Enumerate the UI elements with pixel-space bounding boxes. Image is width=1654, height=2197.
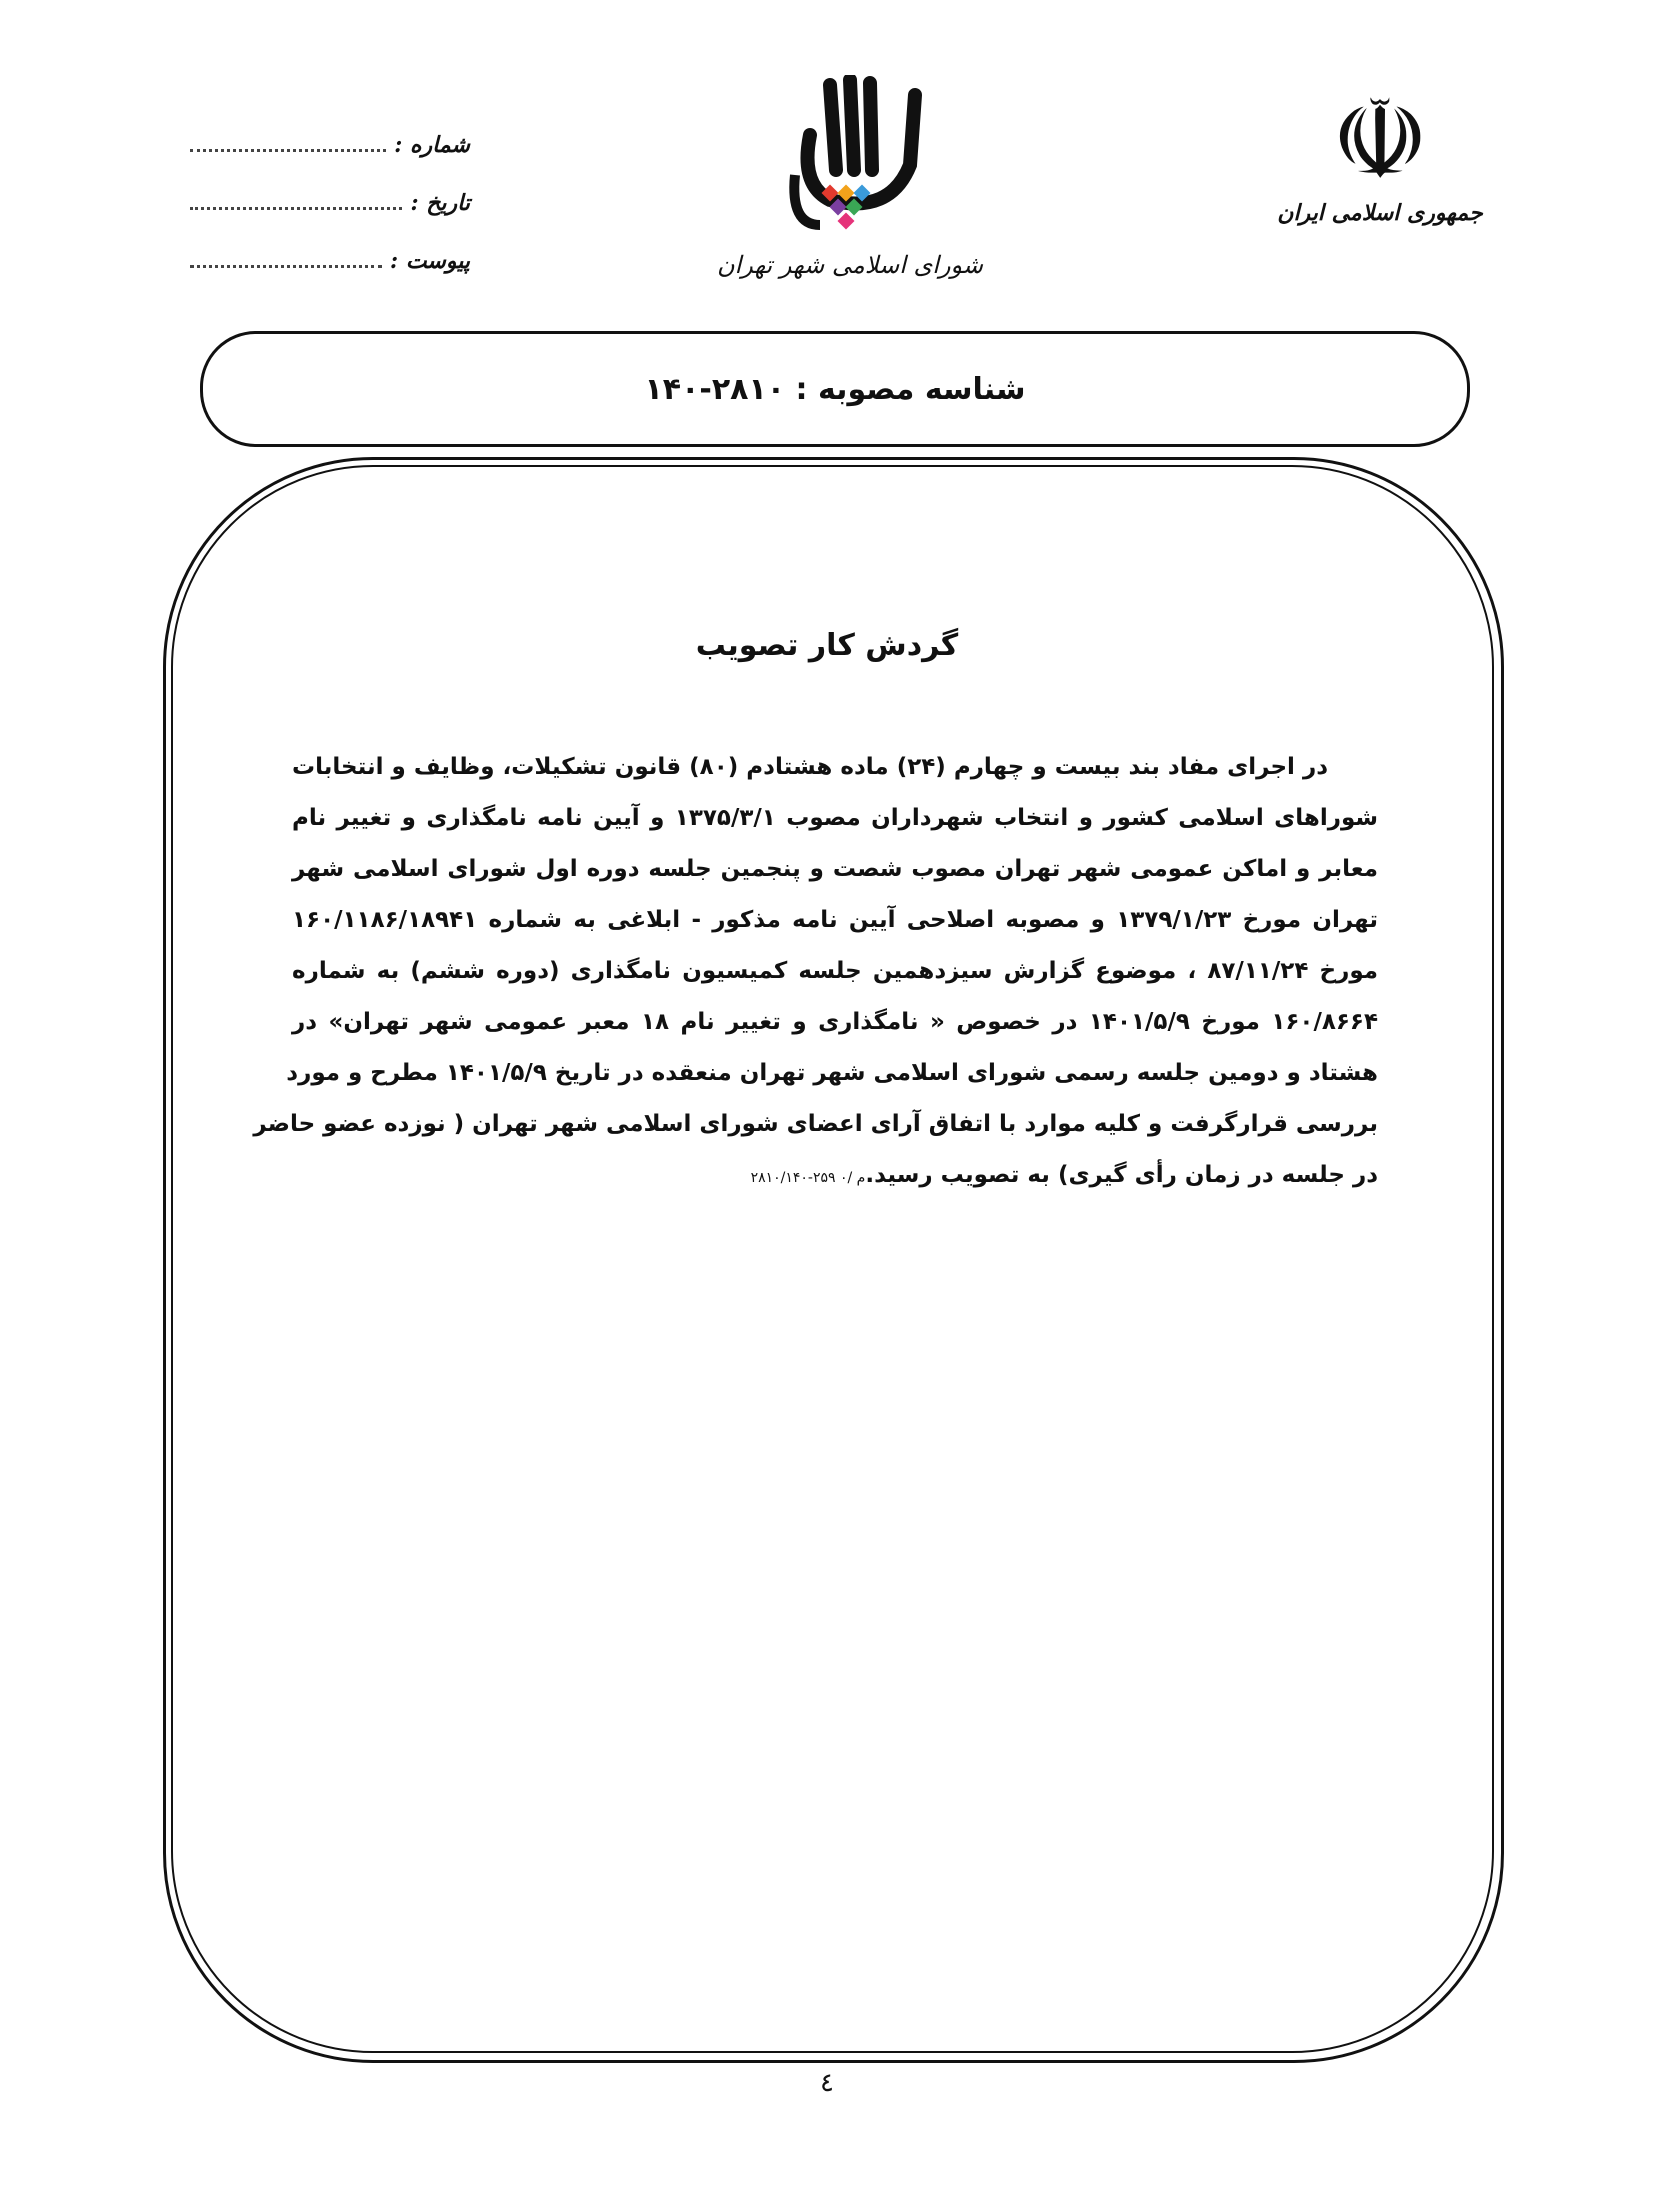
date-label: تاریخ : bbox=[410, 190, 470, 216]
attachment-blank bbox=[190, 265, 382, 268]
attachment-field bbox=[190, 216, 470, 274]
number-label: شماره : bbox=[394, 132, 470, 158]
content-frame-inner bbox=[171, 465, 1494, 2053]
body-line: مورخ ۸۷/۱۱/۲۴ ، موضوع گزارش سیزدهمین جلسه کمیسیون نامگذاری (دوره ششم) به شماره bbox=[292, 958, 1379, 984]
date-blank bbox=[190, 207, 402, 210]
section-title: گردش کار تصویب bbox=[695, 628, 959, 663]
attachment-label: پیوست : bbox=[390, 248, 470, 274]
body-line-last bbox=[292, 1150, 1378, 1201]
resolution-id-box bbox=[200, 331, 1470, 447]
resolution-body bbox=[253, 742, 1379, 1201]
iran-emblem bbox=[1270, 76, 1490, 226]
emblem-caption: جمهوری اسلامی ایران bbox=[1277, 200, 1483, 226]
council-caption: شورای اسلامی شهر تهران bbox=[716, 251, 984, 279]
body-line: تهران مورخ ۱۳۷۹/۱/۲۳ و مصوبه اصلاحی آیین نامه مذکور - ابلاغی به شماره ۱۶۰/۱۱۸۶/۱۸۹۴۱ bbox=[292, 907, 1378, 933]
reference-code: ۲۸۱۰/۱۴۰-۲۵۹ م /۰ bbox=[750, 1170, 866, 1186]
tehran-council-logo bbox=[700, 75, 1000, 325]
iran-emblem-icon: ☫ bbox=[1330, 76, 1430, 204]
number-field bbox=[190, 100, 470, 158]
body-line-text: در جلسه در زمان رأی گیری) به تصویب رسید. bbox=[865, 1162, 1378, 1188]
page-number: ٤ bbox=[820, 2068, 834, 2098]
logo-diamond bbox=[838, 213, 855, 230]
number-blank bbox=[190, 149, 386, 152]
body-line: بررسی قرارگرفت و کلیه موارد با اتفاق آرای اعضای شورای اسلامی شهر تهران ( نوزده عضو حاضر bbox=[253, 1111, 1378, 1137]
body-line: در اجرای مفاد بند بیست و چهارم (۲۴) ماده هشتادم (۸۰) قانون تشکیلات، وظایف و انتخابات bbox=[292, 754, 1328, 780]
body-line: هشتاد و دومین جلسه رسمی شورای اسلامی شهر تهران منعقده در تاریخ ۱۴۰۱/۵/۹ مطرح و مورد bbox=[286, 1060, 1378, 1086]
body-line: شوراهای اسلامی کشور و انتخاب شهرداران مصوب ۱۳۷۵/۳/۱ و آیین نامه نامگذاری و تغییر نام bbox=[292, 805, 1378, 831]
body-line: معابر و اماکن عمومی شهر تهران مصوب شصت و پنجمین جلسه دوره اول شورای اسلامی شهر bbox=[292, 856, 1378, 882]
date-field bbox=[190, 158, 470, 216]
council-logo-icon bbox=[750, 75, 950, 255]
resolution-id: شناسه مصوبه : ۲۸۱۰-۱۴۰ bbox=[644, 371, 1026, 407]
body-line: ۱۶۰/۸۶۶۴ مورخ ۱۴۰۱/۵/۹ در خصوص « نامگذاری و تغییر نام ۱۸ معبر عمومی شهر تهران» در bbox=[292, 1009, 1378, 1035]
letter-meta-fields bbox=[190, 100, 470, 274]
